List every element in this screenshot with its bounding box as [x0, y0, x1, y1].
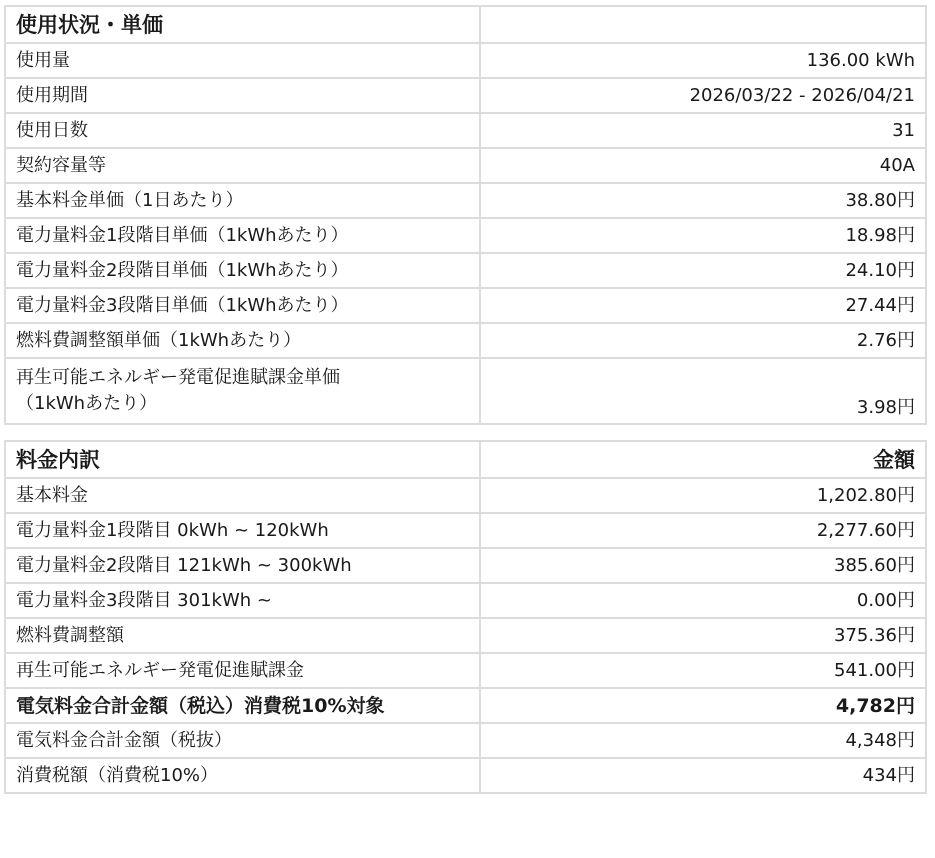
fuel-adjust-rate-value: 2.76円 — [480, 323, 926, 358]
table-row — [5, 43, 926, 78]
usage-days-value: 31 — [480, 113, 926, 148]
table-spacer — [4, 425, 925, 440]
tier3-charge-value: 0.00円 — [480, 583, 926, 618]
total-excl-tax-value: 4,348円 — [480, 723, 926, 758]
table-row — [5, 758, 926, 793]
table-row — [5, 358, 926, 424]
tier1-charge-label: 電力量料金1段階目 0kWh ~ 120kWh — [5, 513, 480, 548]
breakdown-header-value: 金額 — [480, 441, 926, 478]
fuel-adjust-charge-value: 375.36円 — [480, 618, 926, 653]
total-row — [5, 688, 926, 723]
consumption-tax-value: 434円 — [480, 758, 926, 793]
usage-period-value: 2026/03/22 - 2026/04/21 — [480, 78, 926, 113]
tier2-charge-value: 385.60円 — [480, 548, 926, 583]
tier3-charge-label: 電力量料金3段階目 301kWh ~ — [5, 583, 480, 618]
usage-days-label: 使用日数 — [5, 113, 480, 148]
table-row — [5, 218, 926, 253]
basic-rate-value: 38.80円 — [480, 183, 926, 218]
table-row — [5, 323, 926, 358]
table-row — [5, 583, 926, 618]
total-incl-tax-label: 電気料金合計金額（税込）消費税10%対象 — [5, 688, 480, 723]
table-row — [5, 478, 926, 513]
table-row — [5, 618, 926, 653]
tier1-charge-value: 2,277.60円 — [480, 513, 926, 548]
total-excl-tax-label: 電気料金合計金額（税抜） — [5, 723, 480, 758]
billing-summary — [4, 5, 925, 794]
renewable-rate-label-line2: （1kWhあたり） — [16, 393, 158, 414]
basic-rate-label: 基本料金単価（1日あたり） — [5, 183, 480, 218]
tier2-rate-value: 24.10円 — [480, 253, 926, 288]
table-row — [5, 513, 926, 548]
tier2-rate-label: 電力量料金2段階目単価（1kWhあたり） — [5, 253, 480, 288]
table-row — [5, 548, 926, 583]
consumption-tax-label: 消費税額（消費税10%） — [5, 758, 480, 793]
renewable-charge-label: 再生可能エネルギー発電促進賦課金 — [5, 653, 480, 688]
usage-header-row — [5, 6, 926, 43]
table-row — [5, 253, 926, 288]
table-row — [5, 723, 926, 758]
table-row — [5, 183, 926, 218]
renewable-charge-value: 541.00円 — [480, 653, 926, 688]
table-row — [5, 653, 926, 688]
basic-charge-label: 基本料金 — [5, 478, 480, 513]
usage-table — [4, 5, 927, 425]
tier3-rate-value: 27.44円 — [480, 288, 926, 323]
usage-header-label: 使用状況・単価 — [5, 6, 480, 43]
usage-amount-label: 使用量 — [5, 43, 480, 78]
tier2-charge-label: 電力量料金2段階目 121kWh ~ 300kWh — [5, 548, 480, 583]
usage-period-label: 使用期間 — [5, 78, 480, 113]
tier3-rate-label: 電力量料金3段階目単価（1kWhあたり） — [5, 288, 480, 323]
renewable-rate-label — [5, 358, 480, 424]
table-row — [5, 78, 926, 113]
breakdown-header-label: 料金内訳 — [5, 441, 480, 478]
table-row — [5, 113, 926, 148]
contract-capacity-value: 40A — [480, 148, 926, 183]
usage-amount-value: 136.00 kWh — [480, 43, 926, 78]
breakdown-header-row — [5, 441, 926, 478]
basic-charge-value: 1,202.80円 — [480, 478, 926, 513]
tier1-rate-value: 18.98円 — [480, 218, 926, 253]
fuel-adjust-rate-label: 燃料費調整額単価（1kWhあたり） — [5, 323, 480, 358]
table-row — [5, 148, 926, 183]
table-row — [5, 288, 926, 323]
renewable-rate-label-line1: 再生可能エネルギー発電促進賦課金単価 — [16, 367, 340, 388]
fuel-adjust-charge-label: 燃料費調整額 — [5, 618, 480, 653]
tier1-rate-label: 電力量料金1段階目単価（1kWhあたり） — [5, 218, 480, 253]
total-incl-tax-value: 4,782円 — [480, 688, 926, 723]
contract-capacity-label: 契約容量等 — [5, 148, 480, 183]
usage-header-value — [480, 6, 926, 43]
renewable-rate-value: 3.98円 — [480, 358, 926, 424]
breakdown-table — [4, 440, 927, 794]
